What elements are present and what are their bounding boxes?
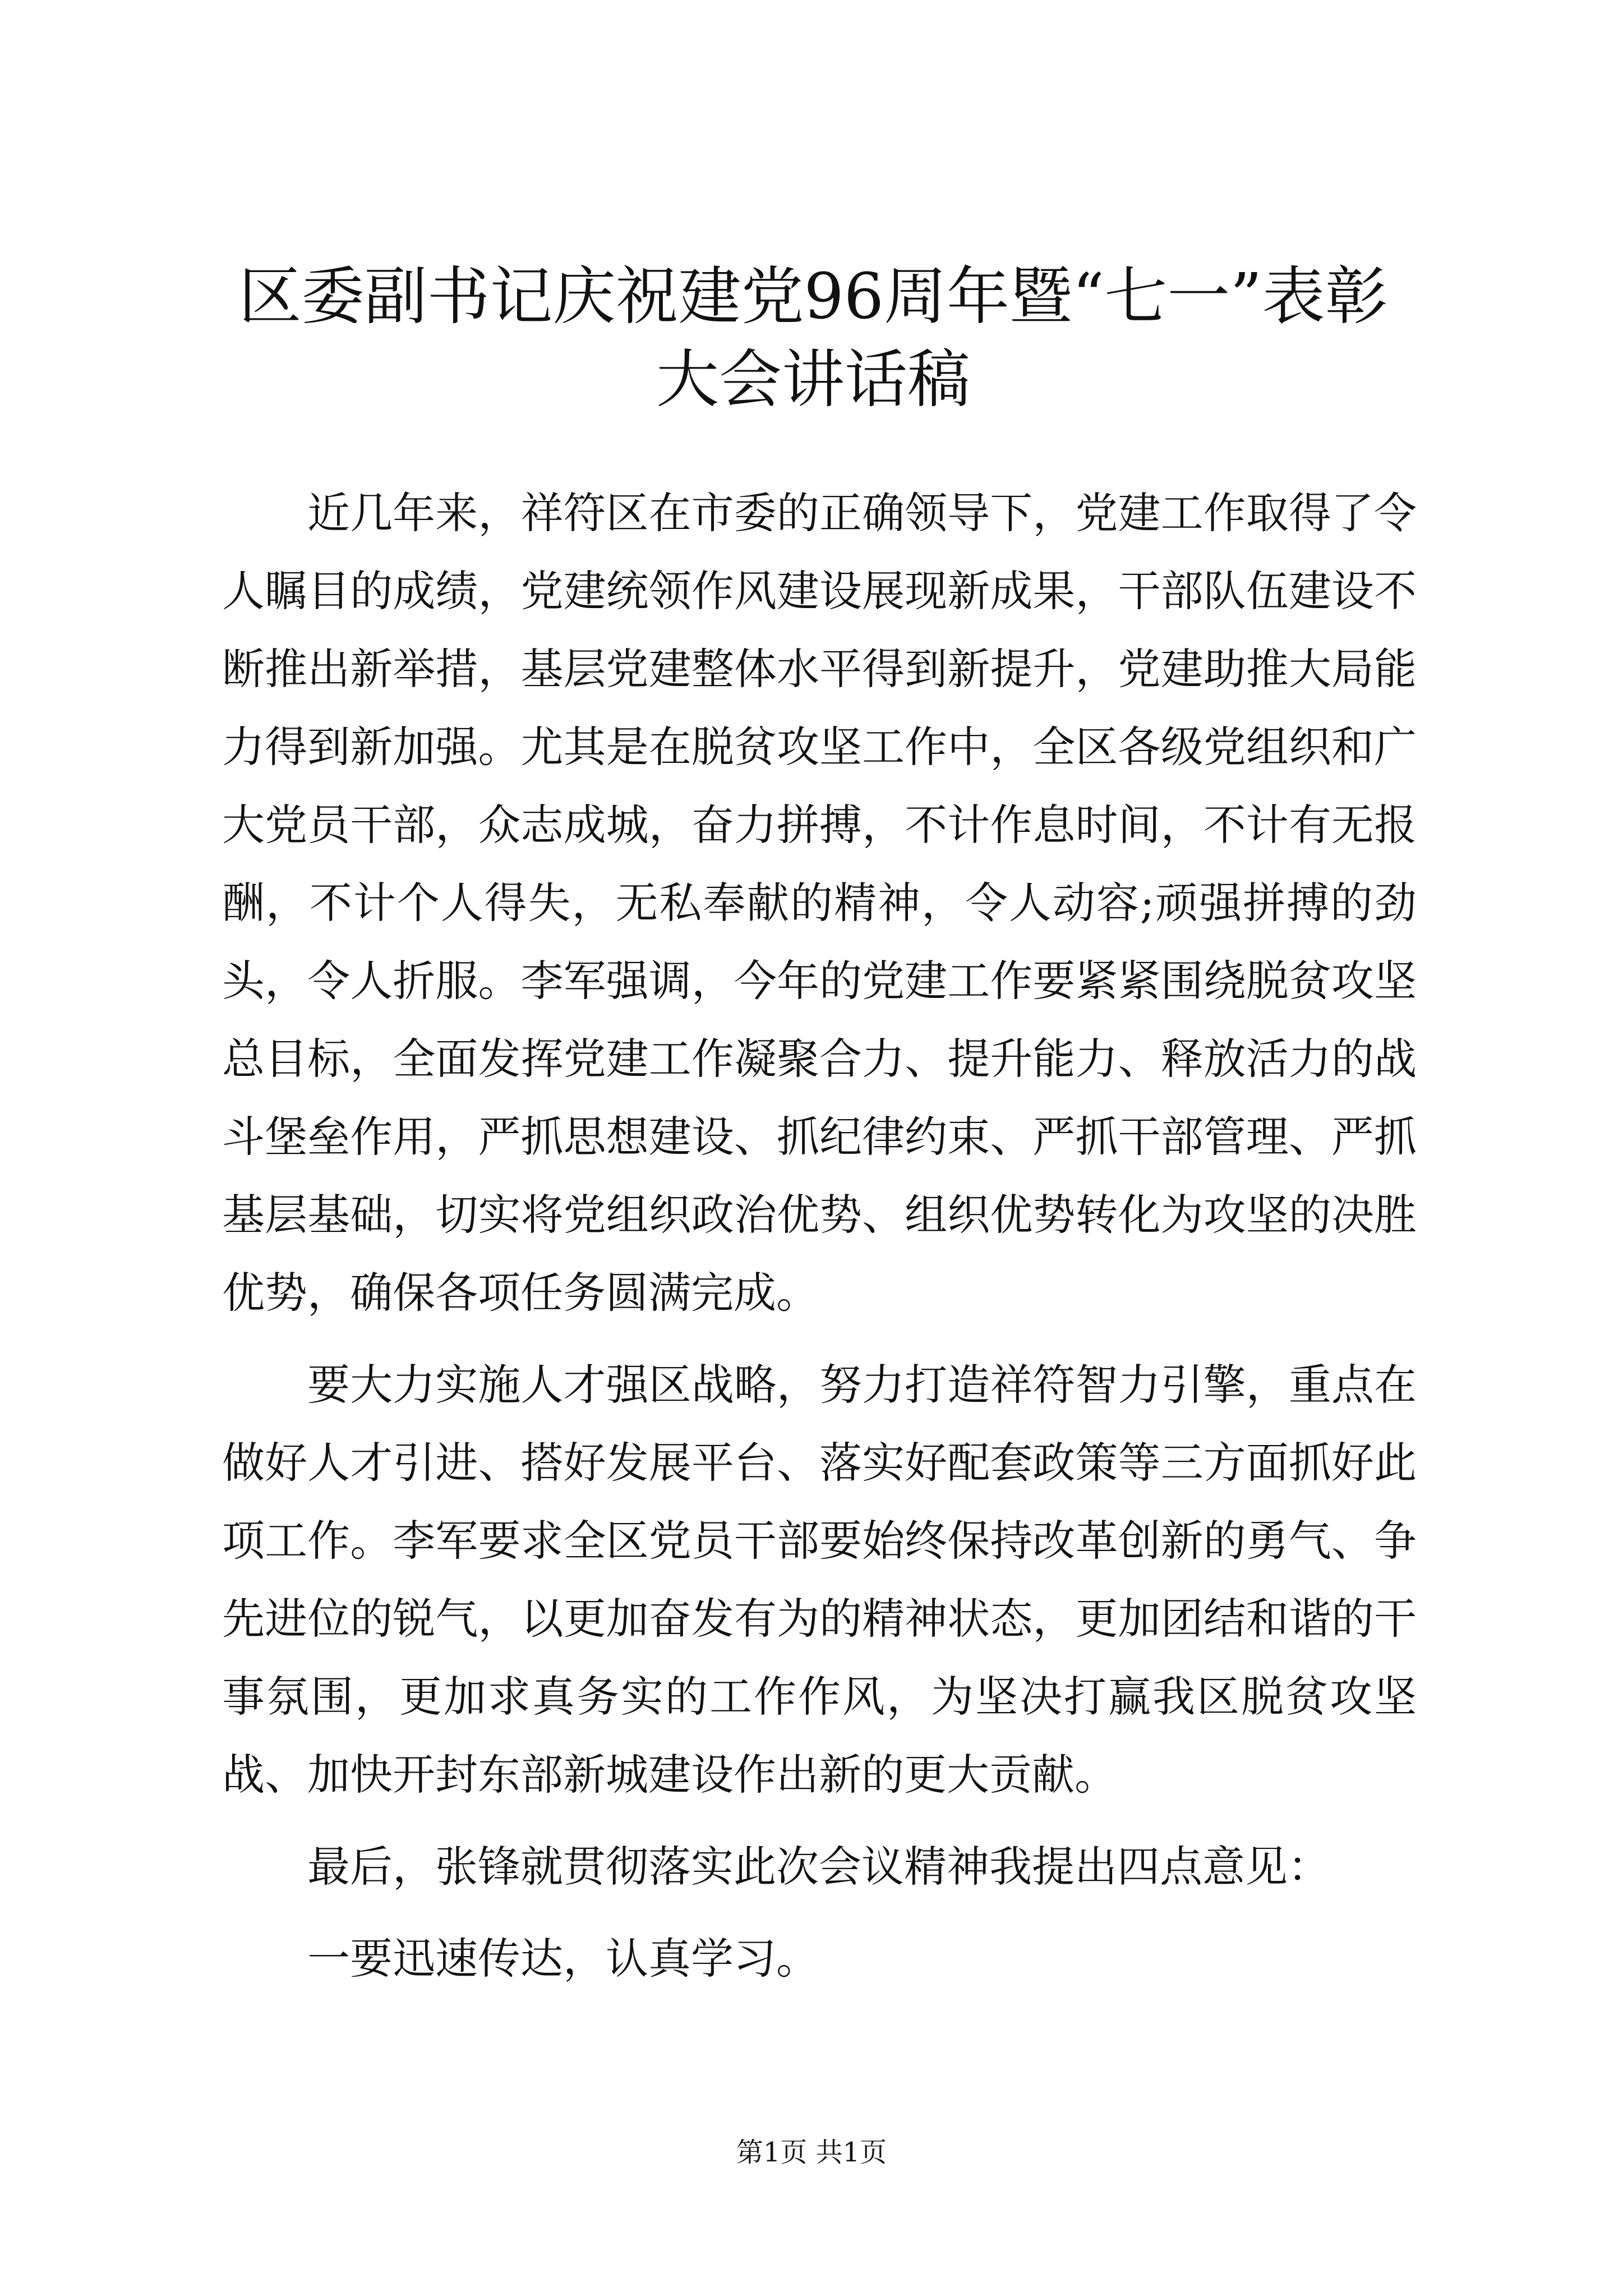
document-body	[222, 474, 1417, 2012]
document-title: 区委副书记庆祝建党96周年暨“七一”表彰大会讲话稿	[238, 260, 1388, 416]
body-paragraph-1: 近几年来，祥符区在市委的正确领导下，党建工作取得了令人瞩目的成绩，党建统领作风建设展现新成果，干部队伍建设不断推出新举措，基层党建整体水平得到新提升，党建助推大局能力得到新加强。尤其是在脱贫攻坚工作中，全区各级党组织和广大党员干部，众志成城，奋力拼搏，不计作息时间，不计有无报酬，不计个人得失，无私奉献的精神，令人动容;顽强拼搏的劲头，令人折服。李军强调，今年的党建工作要紧紧围绕脱贫攻坚总目标，全面发挥党建工作凝聚合力、提升能力、释放活力的战斗堡垒作用，严抓思想建设、抓纪律约束、严抓干部管理、严抓基层基础，切实将党组织政治优势、组织优势转化为攻坚的决胜优势，确保各项任务圆满完成。	[222, 488, 1417, 1318]
page-number-footer: 第1页 共1页	[736, 2137, 887, 2168]
body-paragraph-2: 要大力实施人才强区战略，努力打造祥符智力引擎，重点在做好人才引进、搭好发展平台、落实好配套政策等三方面抓好此项工作。李军要求全区党员干部要始终保持改革创新的勇气、争先进位的锐气，以更加奋发有为的精神状态，更加团结和谐的干事氛围，更加求真务实的工作作风，为坚决打赢我区脱贫攻坚战、加快开封东部新城建设作出新的更大贡献。	[222, 1360, 1417, 1800]
body-paragraph-4: 一要迅速传达，认真学习。	[307, 1934, 819, 1984]
body-paragraph-3: 最后，张锋就贯彻落实此次会议精神我提出四点意见：	[307, 1842, 1330, 1892]
